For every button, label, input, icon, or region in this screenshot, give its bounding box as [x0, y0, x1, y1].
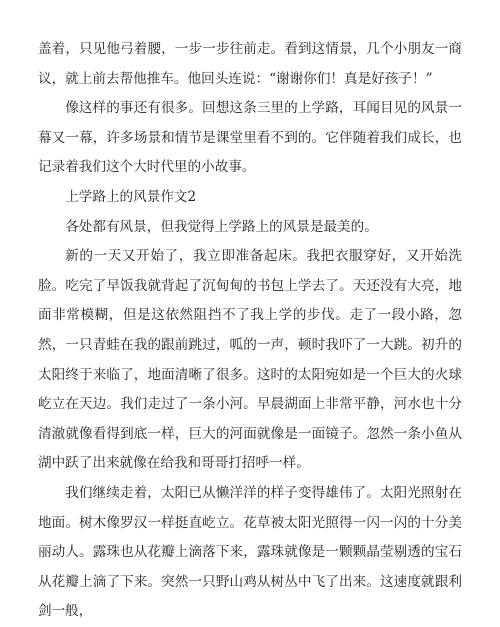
paragraph-5: 我们继续走着，太阳已从懒洋洋的样子变得雄伟了。太阳光照射在地面。树木像罗汉一样挺直屹立。花草被太阳光照得一闪一闪的十分美丽动人。露珠也从花瓣上滴落下来，露珠就像是一颗颗晶莹剔透的宝石从花瓣上滴了下来。突然一只野山鸡从树丛中飞了出来。这速度就跟利剑一般， — [38, 484, 462, 620]
document-page — [38, 35, 462, 627]
section-heading: 上学路上的风景作文2 — [65, 188, 197, 205]
paragraph-2: 像这样的事还有很多。回想这条三里的上学路，耳闻目见的风景一幕又一幕，许多场景和情节是课堂里看不到的。它伴随着我们成长，也记录着我们这个大时代里的小故事。 — [38, 100, 462, 176]
paragraph-3: 各处都有风景，但我觉得上学路上的风景是最美的。 — [65, 218, 378, 235]
paragraph-1: 盖着，只见他弓着腰，一步一步往前走。看到这情景，几个小朋友一商议，就上前去帮他推车。他回头连说：“谢谢你们！真是好孩子！” — [38, 41, 462, 87]
paragraph-4: 新的一天又开始了，我立即准备起床。我把衣服穿好，又开始洗脸。吃完了早饭我就背起了沉甸甸的书包上学去了。天还没有大亮，地面非常模糊，但是这依然阻挡不了我上学的步伐。走了一段小路，忽然，一只青蛙在我的跟前跳过，呱的一声，顿时我吓了一大跳。初升的太阳终于来临了，地面清晰了很多。这时的太阳宛如是一个巨大的火球屹立在天边。我们走过了一条小河。早晨湖面上非常平静，河水也十分清澈就像看得到底一样，巨大的河面就像是一面镜子。忽然一条小鱼从湖中跃了出来就像在给我和哥哥打招呼一样。 — [38, 248, 462, 472]
